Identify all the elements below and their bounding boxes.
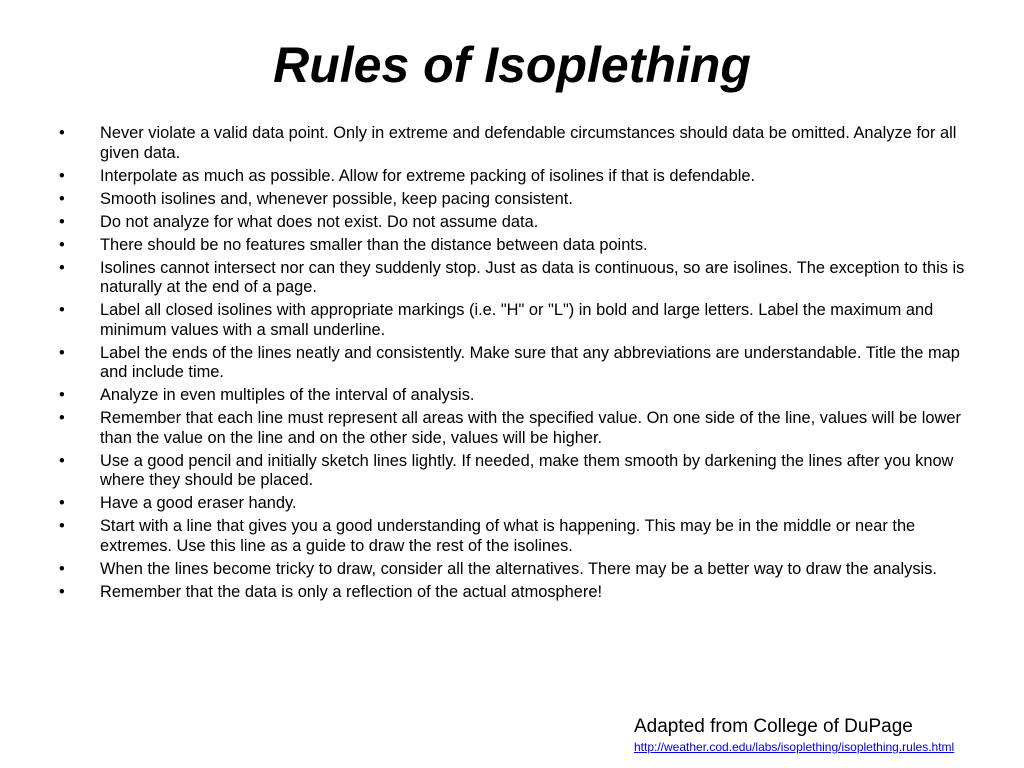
bullet-item [55,213,970,233]
bullet-item [55,259,970,298]
bullet-text: Start with a line that gives you a good understanding of what is happening. This may be in the middle or near the extremes. Use this line as a guide to draw the rest of the isolines. [100,517,916,555]
bullet-text: Do not analyze for what does not exist. Do not assume data. [100,212,539,231]
bullet-marker: • [59,451,65,470]
bullet-item [55,517,970,556]
bullet-item [55,301,970,340]
bullet-marker: • [59,409,65,427]
bullet-text: When the lines become tricky to draw, consider all the alternatives. There may be a better way to draw the analysis. [100,559,937,578]
bullet-item [55,236,970,256]
bullet-text: Interpolate as much as possible. Allow for extreme packing of isolines if that is defendable. [100,166,756,185]
credit-text: Adapted from College of DuPage [634,716,913,737]
bullet-text: There should be no features smaller than the distance between data points. [100,235,648,254]
bullet-marker: • [59,343,65,362]
bullet-item [55,190,970,210]
bullet-item [55,583,970,603]
bullet-text: Isolines cannot intersect nor can they suddenly stop. Just as data is continuous, so are isolines. The exception to this is naturally at the end of a page. [100,258,965,296]
bullet-marker: • [59,517,65,535]
bullet-text: Smooth isolines and, whenever possible, keep pacing consistent. [100,189,573,208]
bullet-marker: • [59,166,65,185]
bullet-item [55,344,970,383]
bullet-text: Remember that the data is only a reflection of the actual atmosphere! [100,582,603,601]
bullet-item [55,560,970,580]
bullet-text: Never violate a valid data point. Only in extreme and defendable circumstances should data be omitted. Analyze for all given data. [100,124,957,162]
bullet-marker: • [59,582,65,601]
bullet-marker: • [59,559,65,578]
bullet-text: Use a good pencil and initially sketch lines lightly. If needed, make them smooth by darkening the lines after you know where they should be placed. [100,451,954,489]
slide-title: Rules of Isoplething [273,37,751,93]
bullet-marker: • [59,386,65,404]
bullet-item [55,494,970,514]
bullet-item [55,124,970,163]
credit-block [634,715,1014,755]
bullet-text: Analyze in even multiples of the interval of analysis. [100,386,475,404]
bullet-item [55,409,970,448]
bullet-item [55,452,970,491]
bullet-marker: • [59,189,65,208]
bullet-marker: • [59,258,65,277]
bullet-text: Label the ends of the lines neatly and consistently. Make sure that any abbreviations are understandable. Title the map and include time. [100,343,960,381]
bullet-text: Have a good eraser handy. [100,494,297,512]
bullet-marker: • [59,124,65,142]
source-link[interactable]: http://weather.cod.edu/labs/isoplething/isoplething.rules.html [634,740,955,754]
bullet-list [55,124,970,606]
bullet-marker: • [59,212,65,231]
bullet-text: Label all closed isolines with appropriate markings (i.e. "H" or "L") in bold and large letters. Label the maximum and minimum values with a small underline. [100,301,934,339]
bullet-marker: • [59,235,65,254]
bullet-marker: • [59,301,65,319]
bullet-item [55,386,970,406]
bullet-marker: • [59,494,65,512]
bullet-item [55,167,970,187]
bullet-text: Remember that each line must represent all areas with the specified value. On one side of the line, values will be lower than the value on the line and on the other side, values will be higher. [100,409,961,447]
